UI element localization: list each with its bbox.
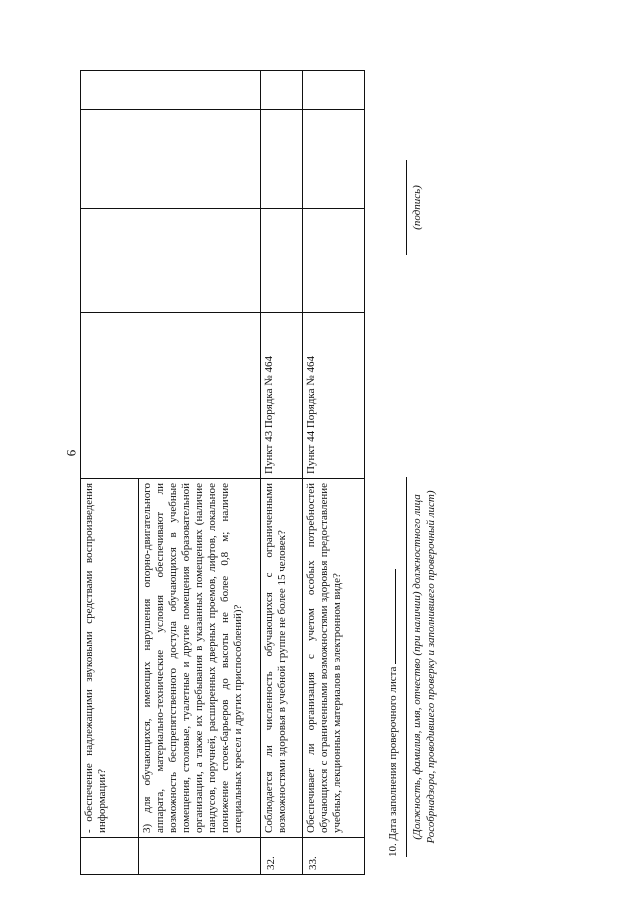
row-number-cell: 33. (303, 838, 365, 875)
rotated-page-content (80, 30, 640, 875)
position-signature-line (406, 477, 407, 857)
answer-cell (303, 71, 365, 110)
table-row (81, 71, 139, 875)
question-cell: Обеспечивает ли организация с учетом особых потребностей обучающихся с ограниченными возможностями здоровья предоставление учебных, лекционных материалов в электронном виде? (303, 479, 365, 838)
row-number-cell: 32. (261, 838, 303, 875)
question-cell: 3) для обучающихся, имеющих нарушения опорно-двигательного аппарата, материально-технические условия обеспечивают ли возможность беспрепятственного доступа обучающихся в учебные помещения, столовые, туалетные и другие помещения образовательной организации, а также их пребывания в указанных помещениях (наличие пандусов, поручней, расширенных дверных проемов, лифтов, локальное понижение стоек-барьеров до высоты не более 0,8 м; наличие специальных кресел и других приспособлений)? (139, 479, 261, 838)
row-number-cell (81, 838, 139, 875)
signature-caption: (подпись) (411, 185, 423, 230)
checklist-table (80, 70, 365, 875)
page-number: 9 (64, 449, 79, 457)
question-cell: - обеспечение надлежащими звуковыми средствами воспроизведения информации? (81, 479, 139, 838)
answer-cell (261, 209, 303, 313)
answer-cell (303, 110, 365, 209)
answer-cell (81, 209, 261, 313)
answer-cell (261, 71, 303, 110)
reference-cell: Пункт 44 Порядка № 464 (303, 313, 365, 479)
fill-date-field (385, 569, 400, 857)
question-cell: Соблюдается ли численность обучающихся с ограниченными возможностями здоровья в учебной группе не более 15 человек? (261, 479, 303, 838)
answer-cell (81, 71, 261, 110)
signature-line (406, 160, 407, 255)
answer-cell (303, 209, 365, 313)
answer-cell (261, 110, 303, 209)
row-number-cell (139, 838, 261, 875)
reference-cell (81, 313, 261, 479)
fill-date-line (385, 569, 396, 664)
position-caption: (Должность, фамилия, имя, отчество (при наличии) должностного лица Рособрнадзора, проводившего проверку и заполнившего проверочный лист) (411, 490, 437, 844)
table-row (303, 71, 365, 875)
fill-date-label: 10. Дата заполнения проверочного листа (387, 666, 399, 857)
answer-cell (81, 110, 261, 209)
reference-cell: Пункт 43 Порядка № 464 (261, 313, 303, 479)
table-row (261, 71, 303, 875)
